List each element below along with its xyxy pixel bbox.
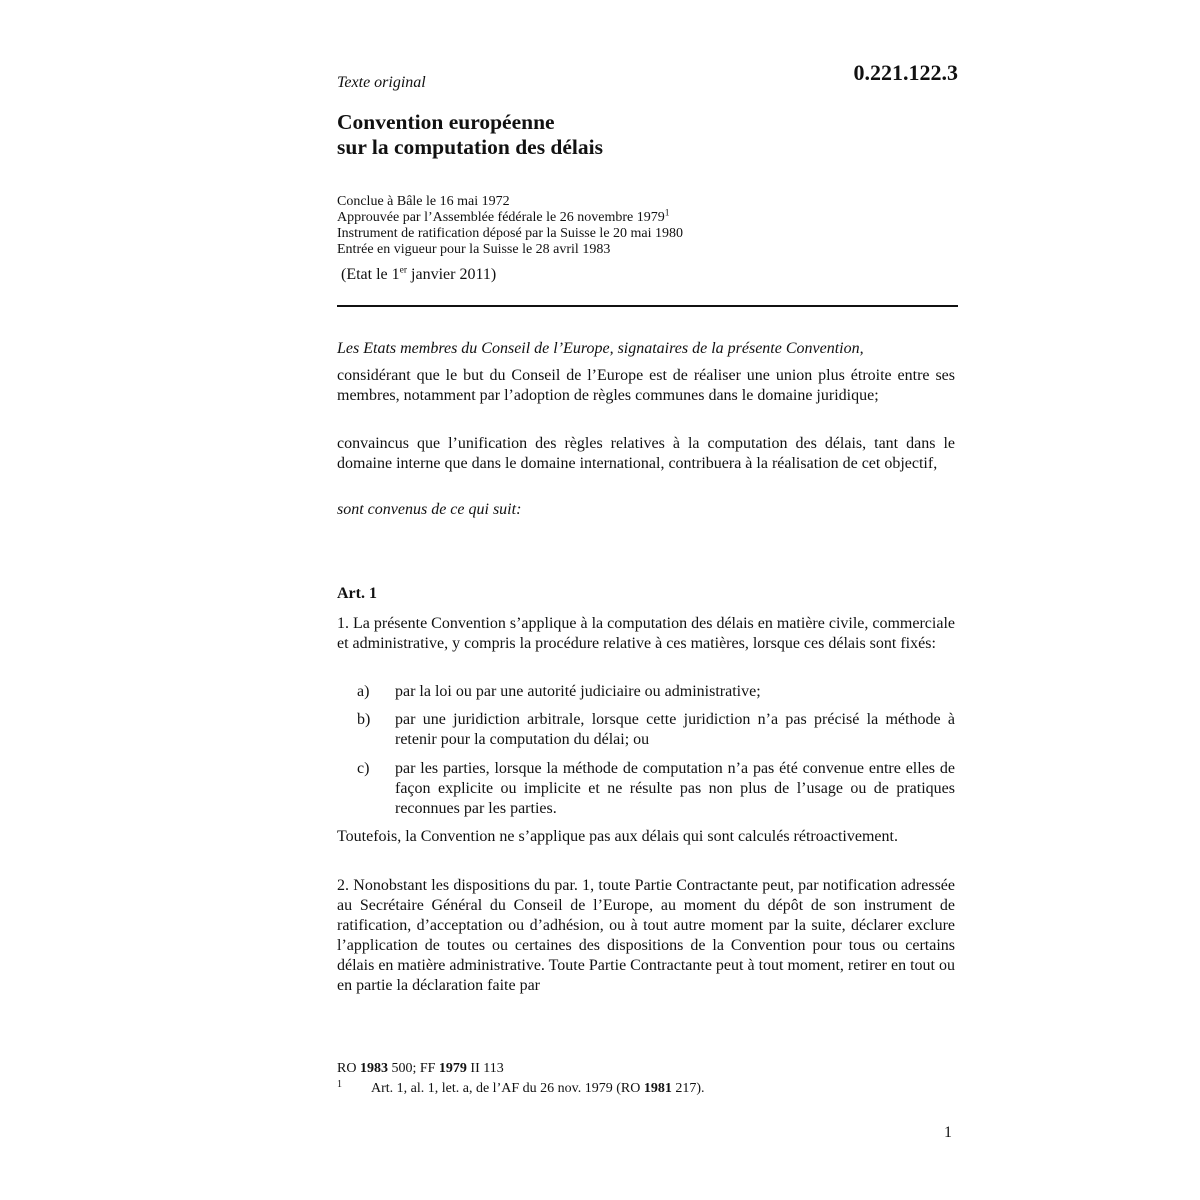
list-item-text: par une juridiction arbitrale, lorsque cette juridiction n’a pas précisé la méthode à retenir pour la computation du délai; ou xyxy=(395,711,955,748)
list-item-text: par la loi ou par une autorité judiciaire ou administrative; xyxy=(395,683,761,700)
document-number: 0.221.122.3 xyxy=(853,60,958,85)
document-title xyxy=(337,110,603,160)
article-1-heading: Art. 1 xyxy=(337,585,377,602)
list-marker: c) xyxy=(357,760,370,777)
footnotes xyxy=(337,1059,705,1099)
ro-year: 1983 xyxy=(359,1061,388,1076)
list-item-b xyxy=(357,710,955,750)
ro-mid: 500; FF xyxy=(387,1061,439,1076)
list-item-a xyxy=(357,682,955,702)
note1-prefix: Art. 1, al. 1, let. a, de l’AF du 26 nov. 1979 (RO xyxy=(371,1081,644,1096)
meta-instrument: Instrument de ratification déposé par la Suisse le 20 mai 1980 xyxy=(337,226,684,241)
footnote-ref-1[interactable]: 1 xyxy=(664,208,670,219)
meta-conclue: Conclue à Bâle le 16 mai 1972 xyxy=(337,194,510,209)
header-divider xyxy=(337,305,958,307)
article-1-paragraph-1: 1. La présente Convention s’applique à la computation des délais en matière civile, commerciale et administrative, y compris la procédure relative à ces matières, lorsque ces délais sont fixés: xyxy=(337,615,955,652)
footnote-ro-ff xyxy=(337,1059,705,1079)
list-marker: a) xyxy=(357,683,370,700)
footnote-1-text xyxy=(371,1081,705,1096)
title-line-2: sur la computation des délais xyxy=(337,135,603,159)
preamble-intro: Les Etats membres du Conseil de l’Europe, signataires de la présente Convention, xyxy=(337,340,864,357)
preamble-paragraph-2: convaincus que l’unification des règles relatives à la computation des délais, tant dans le domaine interne que dans le domaine international, contribuera à la réalisation de cet objectif, xyxy=(337,435,955,472)
meta-approuvee-text: Approuvée par l’Assemblée fédérale le 26 novembre 1979 xyxy=(337,210,665,225)
note1-suffix: 217). xyxy=(671,1081,705,1096)
page-number: 1 xyxy=(944,1124,952,1141)
etat-date xyxy=(341,266,496,284)
etat-suffix: janvier 2011) xyxy=(407,266,497,283)
list-marker: b) xyxy=(357,711,371,728)
document-page xyxy=(337,0,958,1200)
article-1-paragraph-2: 2. Nonobstant les dispositions du par. 1, toute Partie Contractante peut, par notification adressée au Secrétaire Général du Conseil de l’Europe, au moment du dépôt de son instrument de ratification, d’acceptation ou d’adhésion, ou à tout autre moment par la suite, déclarer exclure l’application de toutes ou certaines des dispositions de la Convention pour tous ou certains délais en matière administrative. Toute Partie Contractante peut à tout moment, retirer en tout ou en partie la déclaration faite par xyxy=(337,877,955,994)
preamble-paragraph-1: considérant que le but du Conseil de l’Europe est de réaliser une union plus étroite entre ses membres, notamment par l’adoption de règles communes dans le domaine juridique; xyxy=(337,367,955,404)
preamble-paragraph-3: sont convenus de ce qui suit: xyxy=(337,501,522,518)
meta-entree: Entrée en vigueur pour la Suisse le 28 avril 1983 xyxy=(337,242,611,257)
texte-original-label: Texte original xyxy=(337,74,426,91)
note1-year: 1981 xyxy=(643,1081,672,1096)
footnote-1 xyxy=(337,1079,705,1099)
title-line-1: Convention européenne xyxy=(337,110,555,134)
ro-prefix: RO xyxy=(337,1061,360,1076)
list-item-c xyxy=(357,759,955,819)
document-metadata xyxy=(337,194,683,258)
meta-approuvee xyxy=(337,210,683,226)
etat-prefix: (Etat le 1 xyxy=(341,266,400,283)
list-item-text: par les parties, lorsque la méthode de computation n’a pas été convenue entre elles de façon explicite ou implicite et ne résulte pas non plus de l’usage ou de pratiques reconnues par les parties. xyxy=(395,760,955,817)
ff-suffix: II 113 xyxy=(466,1061,504,1076)
etat-superscript: er xyxy=(399,265,408,276)
ff-year: 1979 xyxy=(438,1061,467,1076)
article-1-paragraph-1-end: Toutefois, la Convention ne s’applique pas aux délais qui sont calculés rétroactivement. xyxy=(337,828,898,845)
footnote-1-mark: 1 xyxy=(337,1079,342,1090)
